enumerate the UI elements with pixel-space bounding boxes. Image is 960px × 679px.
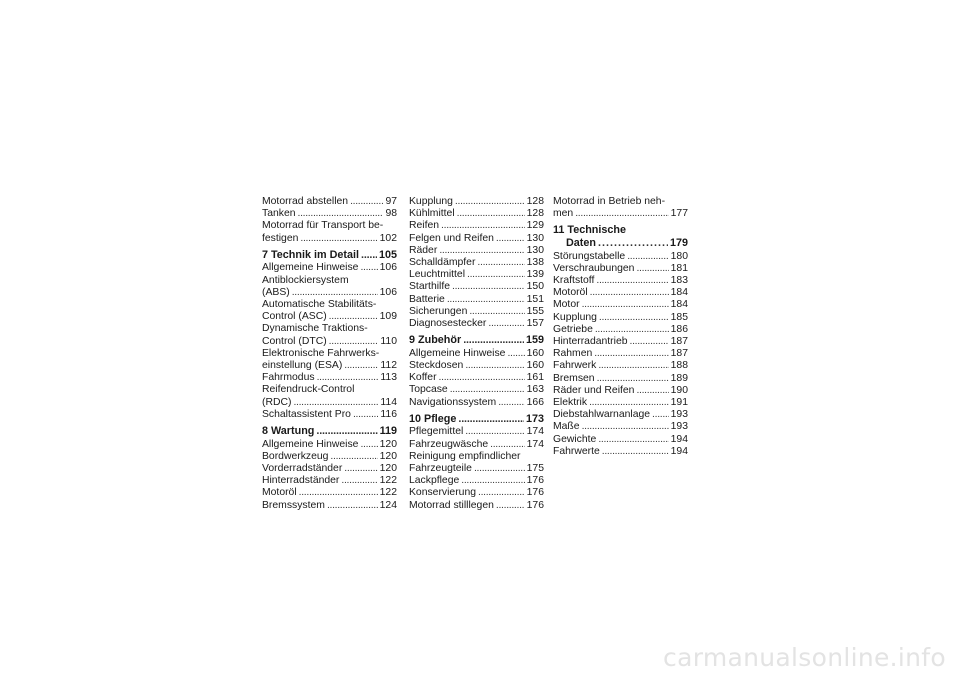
toc-entry-label: Diebstahlwarnanlage <box>553 409 651 421</box>
toc-page-number: 175 <box>526 463 544 475</box>
toc-entry-label: Leuchtmittel <box>409 269 466 281</box>
toc-page-number: 184 <box>670 299 688 311</box>
toc-page-number: 161 <box>526 372 544 384</box>
dot-leader <box>327 500 378 512</box>
toc-page-number: 187 <box>670 336 688 348</box>
toc-entry[interactable] <box>553 421 688 433</box>
toc-entry-label: Motorrad abstellen <box>262 196 349 207</box>
toc-entry[interactable] <box>409 294 544 306</box>
toc-entry-label: Batterie <box>409 293 445 305</box>
toc-entry[interactable] <box>409 500 544 512</box>
toc-entry[interactable] <box>409 384 544 396</box>
toc-entry-label: Sicherungen <box>409 305 468 317</box>
toc-page-number: 151 <box>526 293 544 305</box>
toc-entry-label: Navigationssystem <box>409 396 497 408</box>
dot-leader <box>630 336 669 348</box>
toc-entry[interactable] <box>409 348 544 360</box>
toc-page-number: 130 <box>526 244 544 256</box>
toc-entry-label: Vorderradständer <box>262 463 343 475</box>
toc-page-number: 189 <box>670 372 688 384</box>
dot-leader <box>353 409 378 421</box>
toc-page-number: 106 <box>379 262 397 274</box>
toc-entry[interactable] <box>409 397 544 409</box>
toc-entry-line: Reinigung empfindlicher <box>409 450 521 462</box>
toc-page-number: 177 <box>670 208 688 220</box>
toc-entry-label: Lackpflege <box>409 475 460 487</box>
toc-entry[interactable] <box>262 233 397 245</box>
toc-entry[interactable] <box>553 299 688 311</box>
toc-entry-line: Dynamische Traktions- <box>262 323 368 335</box>
toc-entry[interactable] <box>262 336 397 348</box>
toc-entry-label: Bremssystem <box>262 499 325 511</box>
dot-leader <box>455 196 525 208</box>
toc-entry-label: Kraftstoff <box>553 275 595 286</box>
toc-entry[interactable] <box>409 463 544 475</box>
dot-leader <box>490 439 525 451</box>
toc-entry-label: Fahrmodus <box>262 372 315 384</box>
dot-leader <box>467 269 525 281</box>
dot-leader <box>457 208 525 220</box>
dot-leader <box>582 421 669 433</box>
toc-entry-label: Motoröl <box>553 287 588 299</box>
toc-entry-line: Antiblockiersystem <box>262 274 349 286</box>
dot-leader <box>298 208 384 220</box>
toc-entry-label: Daten <box>566 237 596 249</box>
dot-leader <box>441 220 525 232</box>
toc-page-number: 193 <box>670 421 688 433</box>
toc-entry[interactable] <box>262 397 397 409</box>
toc-entry-label: Bordwerkzeug <box>262 450 329 462</box>
toc-page-number: 194 <box>670 445 688 457</box>
toc-entry[interactable] <box>409 372 544 384</box>
toc-page-number: 193 <box>670 409 688 421</box>
toc-page-number: 98 <box>385 208 397 220</box>
toc-entry[interactable] <box>262 372 397 384</box>
dot-leader <box>329 311 378 323</box>
toc-entry[interactable] <box>262 287 397 299</box>
dot-leader <box>341 475 377 487</box>
toc-entry[interactable] <box>262 487 397 499</box>
toc-entry[interactable] <box>262 360 397 372</box>
toc-entry[interactable] <box>553 324 688 336</box>
dot-leader <box>465 426 524 438</box>
dot-leader <box>316 425 377 438</box>
toc-entry[interactable] <box>262 500 397 512</box>
toc-entry[interactable] <box>409 196 544 208</box>
toc-entry-label: Allgemeine Hinweise <box>409 347 506 359</box>
dot-leader <box>461 475 524 487</box>
toc-entry-line: Motorrad in Betrieb neh- <box>553 196 666 207</box>
toc-entry-line: Motorrad für Transport be- <box>262 220 384 232</box>
dot-leader <box>598 360 668 372</box>
toc-entry-label: men <box>553 208 574 220</box>
dot-leader <box>596 275 668 287</box>
dot-leader <box>602 446 669 458</box>
toc-page-number: 120 <box>379 450 397 462</box>
dot-leader <box>636 385 668 397</box>
dot-leader <box>317 372 379 384</box>
toc-page-number: 183 <box>670 275 688 286</box>
toc-entry[interactable] <box>409 220 544 232</box>
toc-page-number: 116 <box>380 408 397 420</box>
toc-page-number: 102 <box>379 232 397 244</box>
toc-entry-label: Kupplung <box>553 311 597 323</box>
toc-page-number: 176 <box>526 487 544 499</box>
toc-entry-label: Räder und Reifen <box>553 384 635 396</box>
toc-entry-label: 8 Wartung <box>262 425 315 438</box>
toc-page-number: 114 <box>380 396 397 408</box>
toc-entry[interactable] <box>409 208 544 220</box>
toc-entry-label: Elektrik <box>553 397 588 409</box>
toc-entry[interactable] <box>553 251 688 263</box>
dot-leader <box>595 324 669 336</box>
dot-leader <box>360 439 377 451</box>
toc-entry-label: 9 Zubehör <box>409 334 462 347</box>
dot-leader <box>350 196 383 208</box>
toc-entry-label: Control (DTC) <box>262 335 327 347</box>
toc-page-number: 120 <box>379 463 397 475</box>
toc-chapter-heading[interactable] <box>409 334 544 347</box>
toc-entry[interactable] <box>553 434 688 446</box>
dot-leader <box>498 397 524 409</box>
toc-entry[interactable] <box>409 426 544 438</box>
toc-page-number: 194 <box>670 433 688 445</box>
toc-page-number: 128 <box>526 196 544 207</box>
toc-entry-line: Elektronische Fahrwerks- <box>262 347 380 359</box>
toc-entry-label: Gewichte <box>553 433 597 445</box>
dot-leader <box>598 237 668 250</box>
toc-entry-label: 10 Pflege <box>409 412 457 425</box>
toc-entry-label: Diagnosestecker <box>409 318 487 330</box>
dot-leader <box>598 434 668 446</box>
toc-chapter-heading[interactable] <box>409 413 544 426</box>
dot-leader <box>496 500 525 512</box>
toc-chapter-heading[interactable] <box>262 425 397 438</box>
toc-entry[interactable] <box>409 281 544 293</box>
toc-entry-line: Reifendruck-Control <box>262 384 355 396</box>
toc-page-number: 106 <box>379 286 397 298</box>
toc-entry[interactable] <box>553 397 688 409</box>
toc-page-number: 159 <box>525 334 544 347</box>
toc-entry[interactable] <box>553 348 688 360</box>
toc-page-number: 184 <box>670 287 688 299</box>
toc-entry-label: Starthilfe <box>409 281 451 293</box>
toc-entry-label: Koffer <box>409 372 437 384</box>
toc-page-number: 119 <box>379 425 397 438</box>
toc-entry-label: Motoröl <box>262 487 297 499</box>
toc-page-number: 160 <box>526 347 544 359</box>
dot-leader <box>360 262 377 274</box>
dot-leader <box>447 294 525 306</box>
dot-leader <box>450 384 525 396</box>
toc-entry-label: Allgemeine Hinweise <box>262 262 359 274</box>
toc-entry[interactable] <box>553 385 688 397</box>
toc-entry-label: Getriebe <box>553 323 593 335</box>
toc-chapter-heading[interactable] <box>262 249 397 262</box>
dot-leader <box>293 397 378 409</box>
dot-leader <box>344 463 377 475</box>
dot-leader <box>478 487 525 499</box>
toc-page-number: 157 <box>526 318 544 330</box>
toc-entry-label: Motorrad stilllegen <box>409 499 494 511</box>
toc-entry[interactable] <box>409 439 544 451</box>
toc-page-number: 129 <box>526 220 544 232</box>
toc-page-number: 190 <box>670 384 688 396</box>
toc-column-3 <box>553 196 688 458</box>
toc-page-number: 181 <box>670 262 688 274</box>
toc-page-number: 191 <box>670 397 688 409</box>
toc-entry[interactable] <box>553 409 688 421</box>
toc-entry-label: Reifen <box>409 220 440 232</box>
toc-entry-label: Topcase <box>409 384 448 396</box>
toc-entry[interactable] <box>262 262 397 274</box>
toc-entry[interactable] <box>262 475 397 487</box>
dot-leader <box>463 334 524 347</box>
toc-page-number: 176 <box>526 475 544 487</box>
toc-page-number: 130 <box>526 232 544 244</box>
toc-entry[interactable] <box>553 275 688 287</box>
toc-page-number: 173 <box>525 412 544 425</box>
toc-entry-label: einstellung (ESA) <box>262 360 343 372</box>
toc-column-1 <box>262 196 397 512</box>
dot-leader <box>627 251 668 263</box>
toc-page-number: 163 <box>526 384 544 396</box>
dot-leader <box>439 372 525 384</box>
toc-entry[interactable] <box>553 446 688 458</box>
dot-leader <box>488 318 524 330</box>
toc-page-number: 122 <box>379 475 397 487</box>
toc-entry-label: Hinterradantrieb <box>553 336 628 348</box>
toc-entry[interactable] <box>553 263 688 275</box>
toc-page-number: 138 <box>526 257 544 269</box>
dot-leader <box>300 233 377 245</box>
toc-entry[interactable] <box>409 233 544 245</box>
dot-leader <box>589 397 669 409</box>
toc-entry-label: Bremsen <box>553 372 595 384</box>
dot-leader <box>329 336 379 348</box>
toc-entry[interactable] <box>553 360 688 372</box>
toc-entry-label: Schaltassistent Pro <box>262 408 351 420</box>
toc-entry-label: Kupplung <box>409 196 453 207</box>
toc-entry[interactable] <box>262 439 397 451</box>
toc-page-number: 150 <box>526 281 544 293</box>
toc-page-number: 110 <box>380 335 397 347</box>
toc-page-number: 128 <box>526 208 544 220</box>
toc-page-number: 176 <box>526 499 544 511</box>
toc-page-number: 139 <box>526 269 544 281</box>
toc-page-number: 160 <box>526 360 544 372</box>
toc-entry-label: (RDC) <box>262 396 292 408</box>
dot-leader <box>458 413 524 426</box>
toc-page-number: 122 <box>379 487 397 499</box>
toc-entry[interactable] <box>262 451 397 463</box>
toc-entry[interactable] <box>409 257 544 269</box>
toc-page-number: 179 <box>669 237 688 249</box>
toc-page-number: 180 <box>670 250 688 262</box>
toc-entry-label: Räder <box>409 244 438 256</box>
toc-page-number: 112 <box>380 360 397 372</box>
toc-page-number: 174 <box>526 438 544 450</box>
toc-entry-line: Automatische Stabilitäts- <box>262 299 377 311</box>
dot-leader <box>330 451 377 463</box>
toc-entry-label: Konservierung <box>409 487 477 499</box>
toc-page-number: 174 <box>526 426 544 438</box>
toc-entry-label: Fahrwerk <box>553 360 597 372</box>
toc-page-number: 188 <box>670 360 688 372</box>
toc-entry[interactable] <box>409 269 544 281</box>
toc-entry-label: Fahrzeugwäsche <box>409 438 489 450</box>
toc-chapter-heading: 11 Technische <box>553 224 627 237</box>
toc-entry[interactable] <box>262 196 397 208</box>
toc-entry-label: Kühlmittel <box>409 208 455 220</box>
dot-leader <box>582 299 669 311</box>
toc-entry-label: Motor <box>553 299 580 311</box>
toc-entry-label: Steckdosen <box>409 360 464 372</box>
toc-entry-label: Verschraubungen <box>553 262 635 274</box>
toc-page-number: 113 <box>380 372 397 384</box>
dot-leader <box>496 233 525 245</box>
dot-leader <box>575 208 668 220</box>
toc-entry-label: Schalldämpfer <box>409 257 476 269</box>
toc-entry[interactable] <box>262 463 397 475</box>
toc-entry[interactable] <box>553 373 688 385</box>
dot-leader <box>590 287 669 299</box>
toc-entry-label: Felgen und Reifen <box>409 232 494 244</box>
toc-entry[interactable] <box>409 360 544 372</box>
toc-entry[interactable] <box>409 318 544 330</box>
toc-entry[interactable] <box>262 208 397 220</box>
dot-leader <box>599 312 669 324</box>
toc-entry-label: festigen <box>262 232 299 244</box>
toc-entry-label: Pflegemittel <box>409 426 464 438</box>
toc-entry[interactable] <box>553 208 688 220</box>
toc-entry[interactable] <box>409 487 544 499</box>
toc-entry[interactable] <box>553 312 688 324</box>
toc-entry-label: Rahmen <box>553 348 593 360</box>
toc-entry-label: Maße <box>553 421 580 433</box>
dot-leader <box>594 348 668 360</box>
toc-entry[interactable] <box>262 409 397 421</box>
toc-chapter-heading[interactable] <box>553 237 688 250</box>
dot-leader <box>469 306 524 318</box>
toc-entry-label: Fahrwerte <box>553 445 600 457</box>
dot-leader <box>507 348 524 360</box>
dot-leader <box>292 287 378 299</box>
toc-page-number: 155 <box>526 305 544 317</box>
toc-entry[interactable] <box>409 306 544 318</box>
toc-entry-label: 7 Technik im Detail <box>262 248 360 261</box>
toc-page-number: 124 <box>379 499 397 511</box>
dot-leader <box>465 360 524 372</box>
dot-leader <box>636 263 668 275</box>
toc-column-2 <box>409 196 544 512</box>
dot-leader <box>361 249 377 262</box>
toc-page-number: 186 <box>670 323 688 335</box>
toc-page-number: 120 <box>379 438 397 450</box>
toc-entry-label: Control (ASC) <box>262 311 327 323</box>
toc-page-number: 109 <box>379 311 397 323</box>
toc-page-number: 166 <box>526 396 544 408</box>
dot-leader <box>474 463 525 475</box>
dot-leader <box>439 245 524 257</box>
dot-leader <box>477 257 524 269</box>
dot-leader <box>344 360 378 372</box>
toc-entry[interactable] <box>553 336 688 348</box>
toc-page-number: 185 <box>670 311 688 323</box>
toc-page-number: 187 <box>670 348 688 360</box>
toc-entry-label: (ABS) <box>262 286 290 298</box>
toc-entry-label: Störungstabelle <box>553 250 626 262</box>
toc-entry-label: Tanken <box>262 208 296 220</box>
toc-entry-label: Allgemeine Hinweise <box>262 438 359 450</box>
dot-leader <box>597 373 669 385</box>
toc-entry[interactable] <box>409 475 544 487</box>
toc-entry-label: Fahrzeugteile <box>409 463 472 475</box>
toc-entry[interactable] <box>409 245 544 257</box>
dot-leader <box>652 409 669 421</box>
watermark: carmanualsonline.info <box>663 643 946 672</box>
toc-page-number: 105 <box>378 248 397 261</box>
toc-entry[interactable] <box>262 311 397 323</box>
toc-entry[interactable] <box>553 287 688 299</box>
toc-entry-label: Hinterradständer <box>262 475 340 487</box>
dot-leader <box>299 487 378 499</box>
toc-page-number: 97 <box>385 196 397 207</box>
dot-leader <box>452 281 525 293</box>
